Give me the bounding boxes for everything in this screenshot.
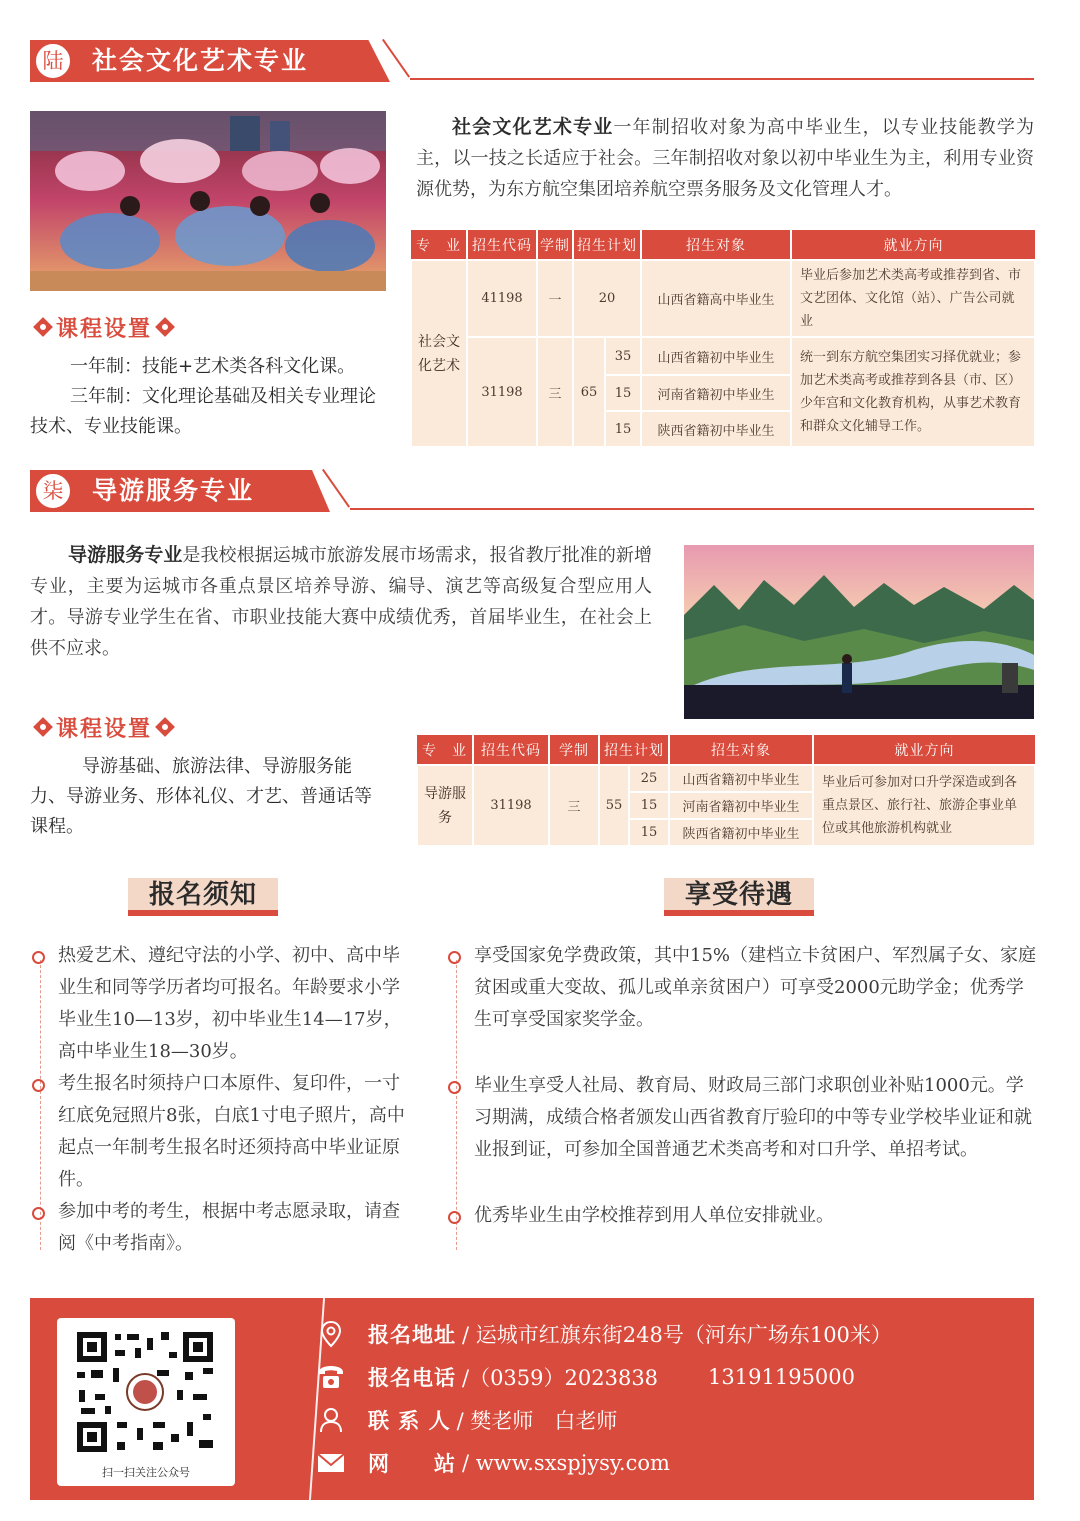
cell-target: 河南省籍初中毕业生 bbox=[669, 792, 813, 819]
telephone-icon bbox=[316, 1362, 346, 1392]
cell-code: 41198 bbox=[467, 260, 537, 337]
culture-art-course-text bbox=[30, 352, 386, 442]
diamond-ornament-icon bbox=[33, 717, 53, 737]
cell-plan: 35 bbox=[605, 337, 641, 375]
course-line-1yr: 一年制：技能+艺术类各科文化课。 bbox=[70, 356, 356, 377]
cell-major: 导游服务 bbox=[417, 765, 473, 846]
section-title-tour-guide: 导游服务专业 bbox=[92, 476, 255, 505]
cell-plan: 15 bbox=[629, 792, 669, 819]
location-pin-icon bbox=[316, 1319, 346, 1349]
th-major: 专 业 bbox=[417, 735, 473, 765]
benefit-item: 优秀毕业生由学校推荐到用人单位安排就业。 bbox=[446, 1200, 1036, 1232]
contact-value: / 樊老师 白老师 bbox=[456, 1409, 618, 1433]
course-heading-culture-art bbox=[30, 312, 178, 342]
diamond-ornament-icon bbox=[155, 717, 175, 737]
cell-target: 山西省籍初中毕业生 bbox=[669, 765, 813, 792]
cell-plan: 20 bbox=[573, 260, 641, 337]
th-code: 招生代码 bbox=[467, 230, 537, 260]
dance-performance-photo bbox=[30, 111, 386, 291]
cell-code: 31198 bbox=[473, 765, 549, 846]
th-career: 就业方向 bbox=[813, 735, 1035, 765]
cell-years: 三 bbox=[537, 337, 573, 447]
notice-item: 参加中考的考生，根据中考志愿录取，请查阅《中考指南》。 bbox=[30, 1196, 416, 1260]
tour-guide-intro bbox=[30, 540, 652, 664]
th-major: 专 业 bbox=[411, 230, 467, 260]
cell-target: 山西省籍高中毕业生 bbox=[641, 260, 791, 337]
course-title: 课程设置 bbox=[56, 716, 153, 742]
cell-plan: 15 bbox=[629, 819, 669, 846]
th-plan: 招生计划 bbox=[573, 230, 641, 260]
envelope-icon bbox=[316, 1448, 346, 1478]
cell-career: 毕业后参加艺术类高考或推荐到省、市文艺团体、文化馆（站）、广告公司就业 bbox=[791, 260, 1035, 337]
tour-guide-table bbox=[416, 735, 1036, 847]
cell-plan-total: 55 bbox=[599, 765, 629, 846]
culture-art-intro-bold: 社会文化艺术专业 bbox=[452, 116, 614, 138]
section-title-culture-art: 社会文化艺术专业 bbox=[92, 46, 309, 75]
cell-years: 三 bbox=[549, 765, 599, 846]
culture-art-intro-text: 一年制招收对象为高中毕业生，以专业技能教学为主，以一技之长适应于社会。三年制招收对象以初中毕业生为主，利用专业资源优势，为东方航空集团培养航空票务服务及文化管理人才。 bbox=[416, 117, 1034, 200]
cell-plan: 25 bbox=[629, 765, 669, 792]
cell-plan: 15 bbox=[605, 375, 641, 411]
th-years: 学制 bbox=[537, 230, 573, 260]
contact-footer bbox=[30, 1298, 1034, 1500]
cell-plan-total: 65 bbox=[573, 337, 605, 447]
th-career: 就业方向 bbox=[791, 230, 1035, 260]
notice-title: 报名须知 bbox=[148, 880, 257, 910]
notice-list bbox=[30, 940, 416, 1260]
phone-row bbox=[316, 1361, 855, 1393]
benefits-ribbon bbox=[664, 878, 814, 916]
th-years: 学制 bbox=[549, 735, 599, 765]
diamond-ornament-icon bbox=[155, 317, 175, 337]
culture-art-intro bbox=[416, 112, 1034, 205]
website-label: 网 站 bbox=[368, 1452, 456, 1476]
address-label: 报名地址 bbox=[368, 1323, 456, 1347]
cell-target: 山西省籍初中毕业生 bbox=[641, 337, 791, 375]
benefits-list bbox=[446, 940, 1036, 1232]
th-plan: 招生计划 bbox=[599, 735, 669, 765]
tour-guide-course-text: 导游基础、旅游法律、导游服务能力、导游业务、形体礼仪、才艺、普通话等课程。 bbox=[30, 756, 372, 837]
section-header-culture-art bbox=[30, 40, 1034, 82]
tour-guide-intro-text: 是我校根据运城市旅游发展市场需求，报省教厅批准的新增专业，主要为运城市各重点景区培养导游、编导、演艺等高级复合型应用人才。导游专业学生在省、市职业技能大赛中成绩优秀，首届毕业生，在社会上供不应求。 bbox=[30, 545, 652, 659]
th-target: 招生对象 bbox=[669, 735, 813, 765]
cell-target: 河南省籍初中毕业生 bbox=[641, 375, 791, 411]
qr-caption: 扫一扫关注公众号 bbox=[102, 1466, 190, 1479]
cell-years: 一 bbox=[537, 260, 573, 337]
notice-item: 考生报名时须持户口本原件、复印件，一寸红底免冠照片8张，白底1寸电子照片，高中起点一年制考生报名时还须持高中毕业证原件。 bbox=[30, 1068, 416, 1196]
cell-plan: 15 bbox=[605, 411, 641, 447]
person-icon bbox=[316, 1405, 346, 1435]
contact-row bbox=[316, 1404, 617, 1436]
benefits-title: 享受待遇 bbox=[684, 880, 793, 910]
section-badge-7: 柒 bbox=[34, 472, 72, 510]
contact-label: 联 系 人 bbox=[368, 1409, 451, 1433]
notice-ribbon bbox=[128, 878, 278, 916]
landscape-stage-photo bbox=[684, 545, 1034, 719]
cell-career: 统一到东方航空集团实习择优就业；参加艺术类高考或推荐到各县（市、区）少年宫和文化教育机构，从事艺术教育和群众文化辅导工作。 bbox=[791, 337, 1035, 447]
address-value: / 运城市红旗东街248号（河东广场东100米） bbox=[462, 1323, 892, 1347]
notice-item: 热爱艺术、遵纪守法的小学、初中、高中毕业生和同等学历者均可报名。年龄要求小学毕业生10—13岁，初中毕业生14—17岁，高中毕业生18—30岁。 bbox=[30, 940, 416, 1068]
website-value[interactable]: / www.sxspjysy.com bbox=[462, 1451, 670, 1475]
qr-code[interactable] bbox=[57, 1318, 235, 1486]
phone-label: 报名电话 bbox=[368, 1366, 456, 1390]
benefit-item: 毕业生享受人社局、教育局、财政局三部门求职创业补贴1000元。学习期满，成绩合格者颁发山西省教育厅验印的中等专业学校毕业证和就业报到证，可参加全国普通艺术类高考和对口升学、单招考试。 bbox=[446, 1070, 1036, 1166]
course-heading-tour-guide bbox=[30, 712, 178, 742]
diamond-ornament-icon bbox=[33, 317, 53, 337]
section-badge-6: 陆 bbox=[34, 42, 72, 80]
culture-art-table bbox=[410, 230, 1036, 448]
section-header-tour-guide bbox=[30, 470, 1034, 512]
website-row bbox=[316, 1447, 670, 1479]
cell-major: 社会文化艺术 bbox=[411, 260, 467, 447]
course-title: 课程设置 bbox=[56, 316, 153, 342]
cell-code: 31198 bbox=[467, 337, 537, 447]
phone-value[interactable]: /（0359）2023838 bbox=[462, 1366, 659, 1390]
cell-career: 毕业后可参加对口升学深造或到各重点景区、旅行社、旅游企事业单位或其他旅游机构就业 bbox=[813, 765, 1035, 846]
address-row bbox=[316, 1318, 892, 1350]
benefit-item: 享受国家免学费政策，其中15%（建档立卡贫困户、军烈属子女、家庭贫困或重大变故、孤儿或单亲贫困户）可享受2000元助学金；优秀学生可享受国家奖学金。 bbox=[446, 940, 1036, 1036]
mobile-value[interactable]: 13191195000 bbox=[708, 1365, 856, 1389]
course-line-3yr: 三年制：文化理论基础及相关专业理论技术、专业技能课。 bbox=[30, 386, 376, 437]
th-target: 招生对象 bbox=[641, 230, 791, 260]
tour-guide-intro-bold: 导游服务专业 bbox=[68, 544, 183, 566]
th-code: 招生代码 bbox=[473, 735, 549, 765]
cell-target: 陕西省籍初中毕业生 bbox=[641, 411, 791, 447]
cell-target: 陕西省籍初中毕业生 bbox=[669, 819, 813, 846]
